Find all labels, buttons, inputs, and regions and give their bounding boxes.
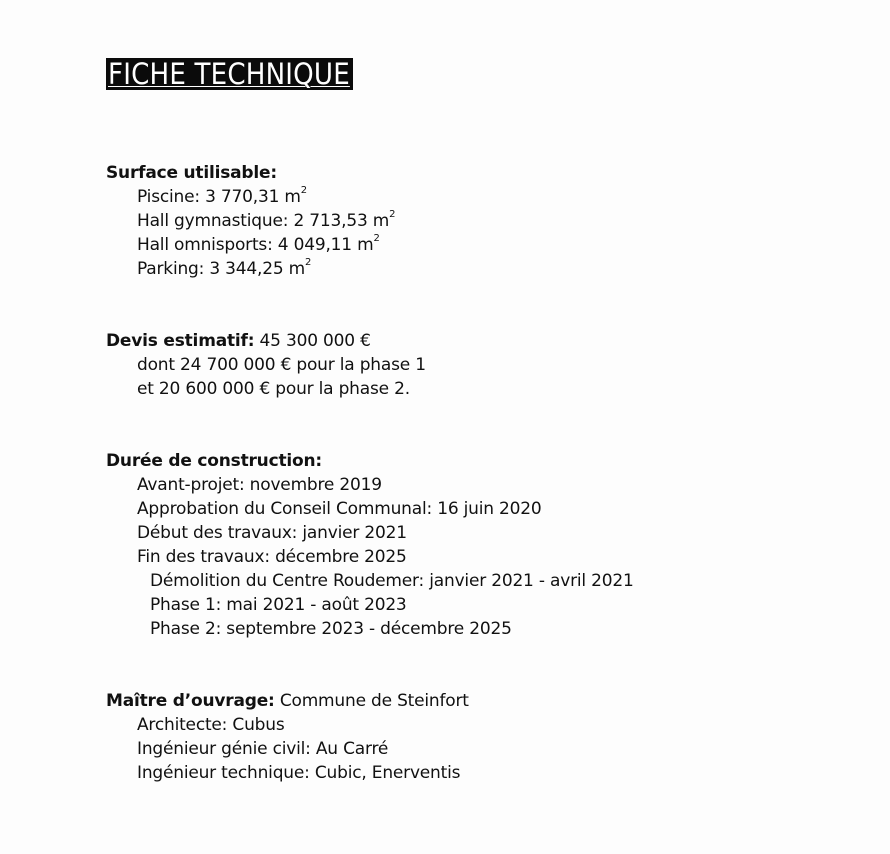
surface-item-piscine (106, 185, 395, 209)
surface-item-parking (106, 257, 395, 281)
duree-line-debut: Début des travaux: janvier 2021 (137, 523, 407, 543)
surface-heading: Surface utilisable: (106, 163, 277, 183)
devis-value: 45 300 000 € (254, 331, 371, 351)
section-heading (106, 329, 426, 353)
duree-subline-phase-1: Phase 1: mai 2021 - août 2023 (150, 595, 407, 615)
maitre-value: Commune de Steinfort (274, 691, 469, 711)
unit-exponent: 2 (389, 209, 396, 221)
duree-heading: Durée de construction: (106, 451, 322, 471)
surface-item-label: Piscine: 3 770,31 m (137, 187, 301, 207)
surface-item-hall-omnisports (106, 233, 395, 257)
surface-item-label: Hall omnisports: 4 049,11 m (137, 235, 374, 255)
duree-line-approbation: Approbation du Conseil Communal: 16 juin 2020 (137, 499, 542, 519)
section-devis (106, 329, 426, 401)
maitre-line-genie-civil: Ingénieur génie civil: Au Carré (137, 739, 389, 759)
devis-heading: Devis estimatif: (106, 331, 255, 351)
duree-subline-phase-2: Phase 2: septembre 2023 - décembre 2025 (150, 619, 512, 639)
duree-line-avant-projet: Avant-projet: novembre 2019 (137, 475, 382, 495)
section-surface (106, 161, 395, 281)
document-page (106, 0, 890, 854)
section-duree (106, 449, 634, 641)
maitre-line-technique: Ingénieur technique: Cubic, Enerventis (137, 763, 461, 783)
duree-line-fin: Fin des travaux: décembre 2025 (137, 547, 407, 567)
unit-exponent: 2 (305, 257, 312, 269)
maitre-heading: Maître d’ouvrage: (106, 691, 275, 711)
section-heading (106, 161, 395, 185)
page-title: FICHE TECHNIQUE (106, 58, 353, 90)
surface-item-label: Hall gymnastique: 2 713,53 m (137, 211, 390, 231)
surface-item-hall-gymnastique (106, 209, 395, 233)
unit-exponent: 2 (373, 233, 380, 245)
maitre-line-architecte: Architecte: Cubus (137, 715, 285, 735)
unit-exponent: 2 (300, 185, 307, 197)
section-heading (106, 689, 469, 713)
devis-line-phase-2: et 20 600 000 € pour la phase 2. (137, 379, 410, 399)
surface-item-label: Parking: 3 344,25 m (137, 259, 306, 279)
section-maitre-ouvrage (106, 689, 469, 785)
section-heading (106, 449, 634, 473)
duree-subline-demolition: Démolition du Centre Roudemer: janvier 2021 - avril 2021 (150, 571, 634, 591)
devis-line-phase-1: dont 24 700 000 € pour la phase 1 (137, 355, 426, 375)
